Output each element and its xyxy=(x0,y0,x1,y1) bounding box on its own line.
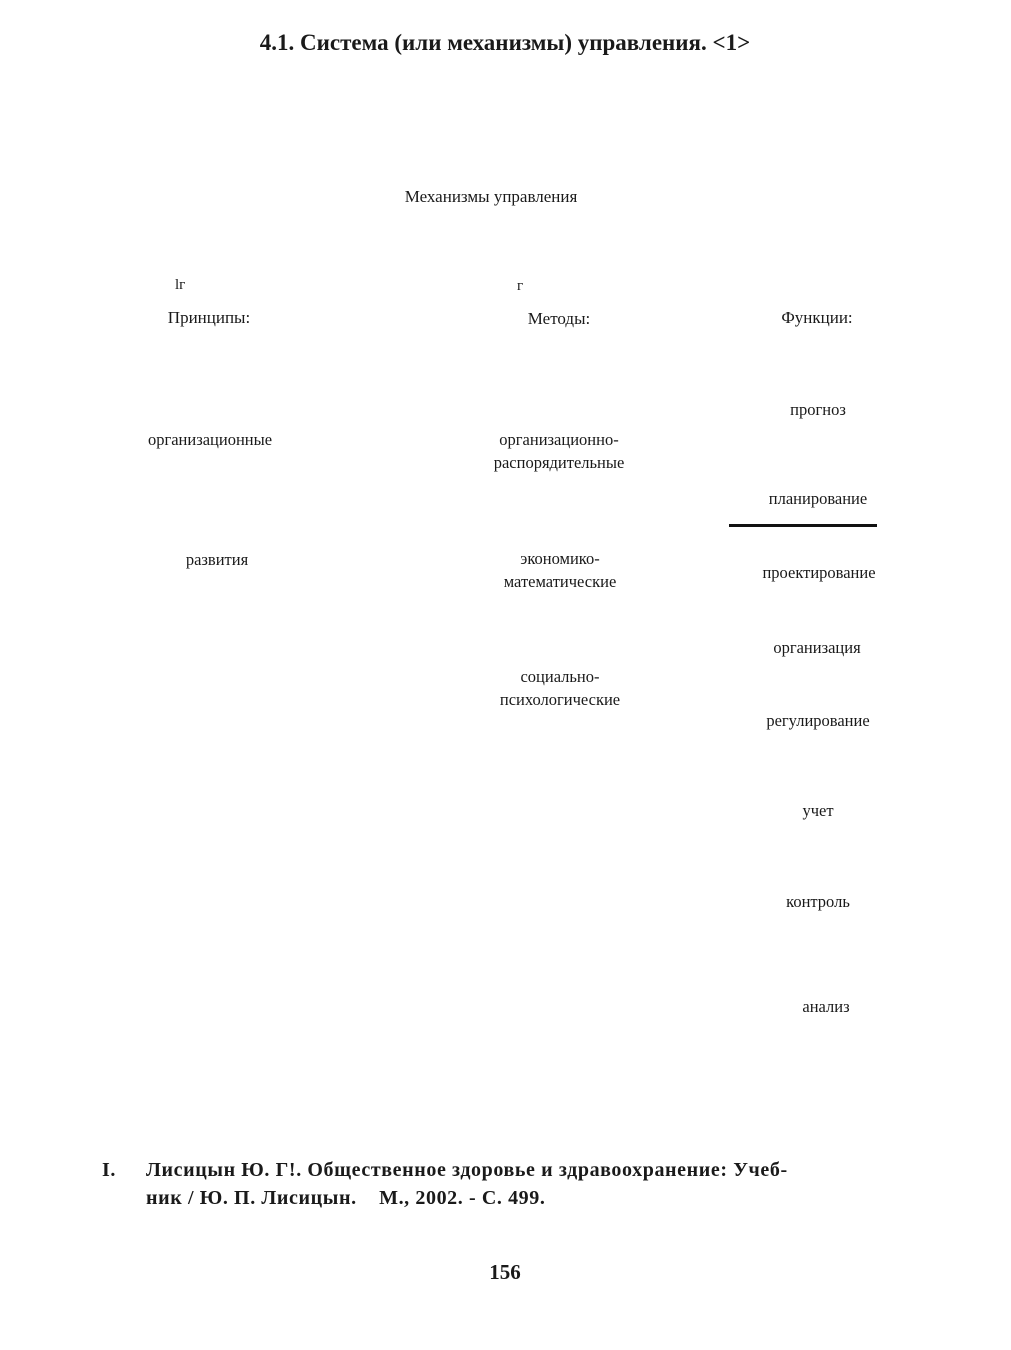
methods-heading: Методы: xyxy=(527,309,591,328)
method-socio-psychological: социально- психологические xyxy=(499,667,621,709)
page-number: 156 xyxy=(489,1260,521,1284)
function-forecast: прогноз xyxy=(790,400,846,419)
function-accounting: учет xyxy=(802,801,834,820)
function-organization: организация xyxy=(773,638,861,657)
principles-heading: Принципы: xyxy=(167,308,251,327)
functions-heading: Функции: xyxy=(781,308,853,327)
method-economic-mathematical: экономико- математические xyxy=(503,549,617,591)
function-analysis: анализ xyxy=(802,997,850,1016)
middle-branch-mark: г xyxy=(517,278,524,294)
method-organizational-administrative: организационно- распорядительные xyxy=(493,430,625,472)
footnote-line-2: ник / Ю. П. Лисицын. М., 2002. - С. 499. xyxy=(146,1187,546,1209)
function-regulation: регулирование xyxy=(766,711,870,730)
diagram-root-label: Механизмы управления xyxy=(404,187,578,206)
principle-organizational: организационные xyxy=(147,430,273,449)
left-branch-mark: lг xyxy=(175,277,186,293)
function-control: контроль xyxy=(786,892,850,911)
footnote-number: I. xyxy=(102,1159,116,1181)
function-planning: планирование xyxy=(768,489,868,508)
function-design: проектирование xyxy=(762,563,876,582)
planning-underline xyxy=(729,524,877,527)
footnote-line-1: Лисицын Ю. Г!. Общественное здоровье и здравоохранение: Учеб- xyxy=(146,1159,788,1181)
page-title: 4.1. Система (или механизмы) управления. <1> xyxy=(259,30,751,55)
principle-development: развития xyxy=(185,550,249,569)
